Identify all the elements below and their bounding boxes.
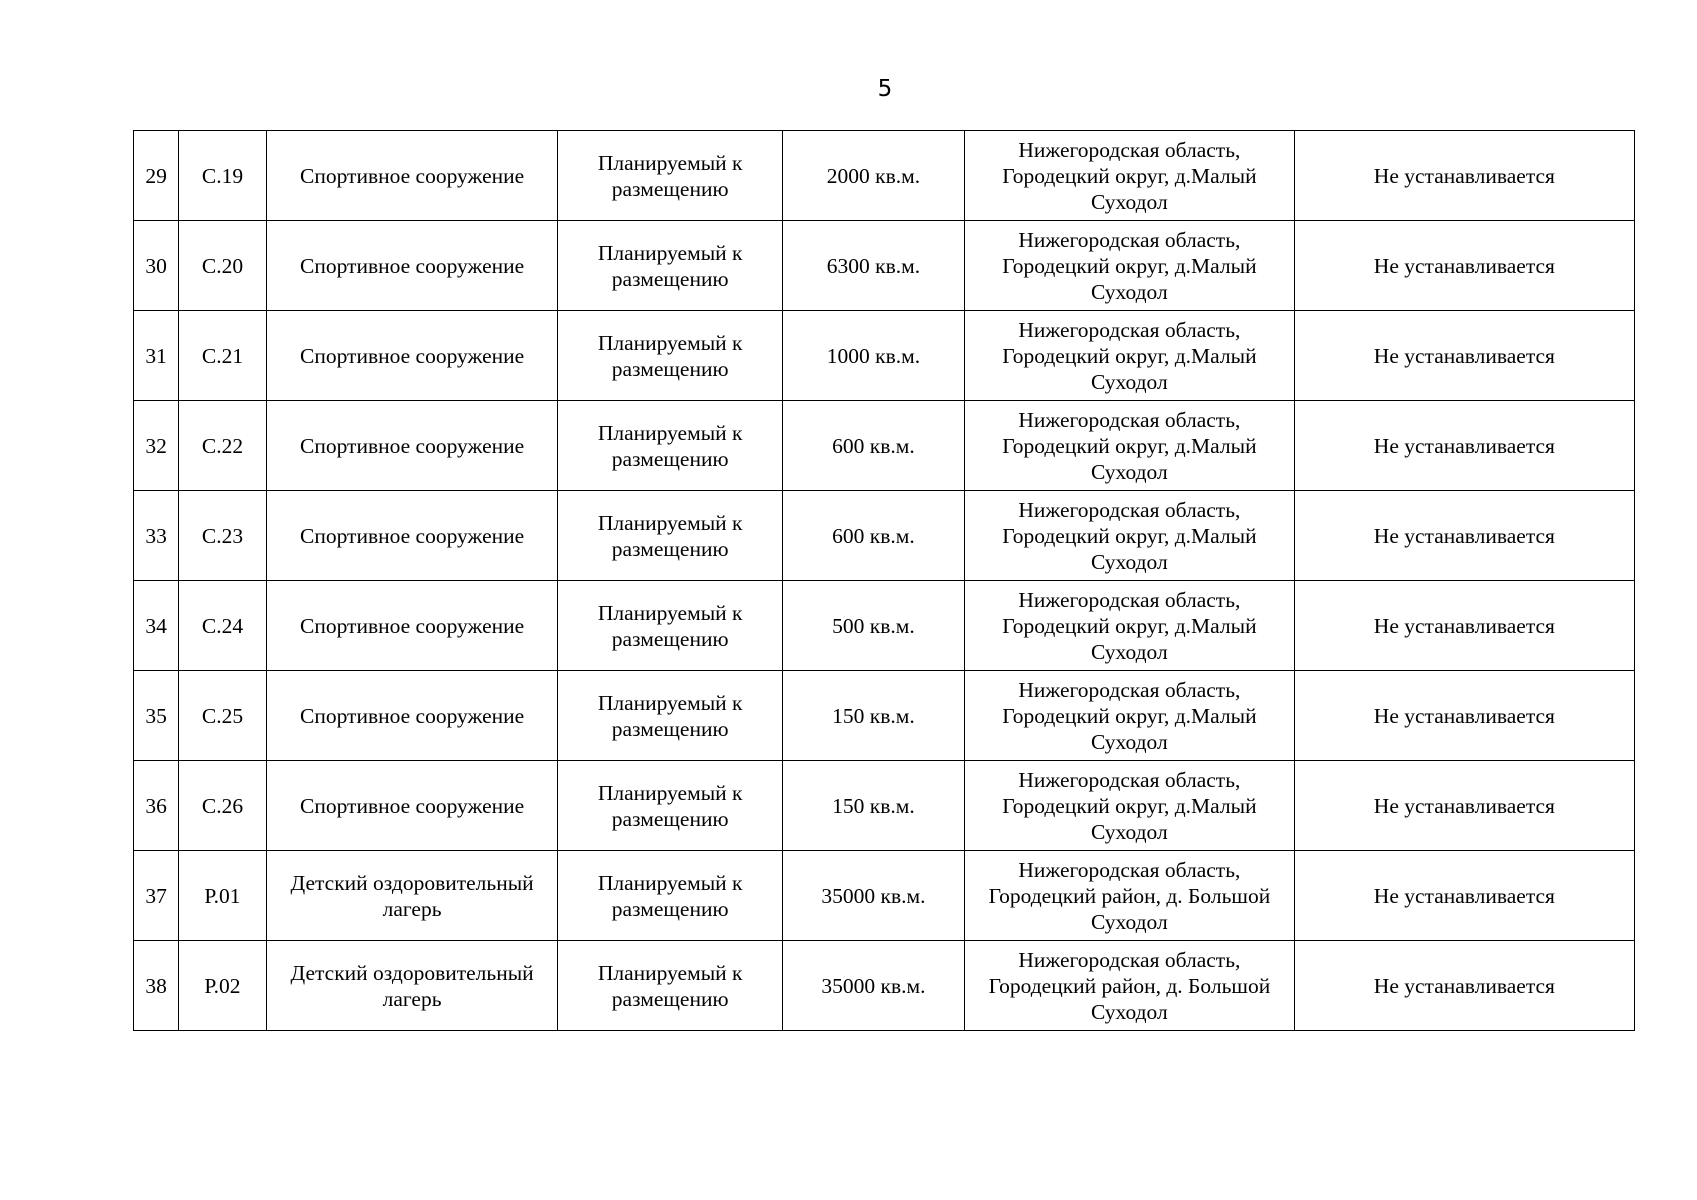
object-area-cell: 500 кв.м. <box>782 581 964 671</box>
object-code-cell: С.20 <box>179 221 266 311</box>
object-area-cell: 600 кв.м. <box>782 401 964 491</box>
row-number-cell: 32 <box>134 401 179 491</box>
object-code-cell: С.19 <box>179 131 266 221</box>
object-location-cell: Нижегородская область, Городецкий округ, д.Малый Суходол <box>965 581 1295 671</box>
object-location-cell: Нижегородская область, Городецкий округ, д.Малый Суходол <box>965 671 1295 761</box>
object-status-cell: Планируемый к размещению <box>558 581 782 671</box>
object-location-cell: Нижегородская область, Городецкий округ, д.Малый Суходол <box>965 491 1295 581</box>
object-name-cell: Спортивное сооружение <box>266 761 558 851</box>
row-number-cell: 33 <box>134 491 179 581</box>
row-number-cell: 38 <box>134 941 179 1031</box>
object-zone-cell: Не устанавливается <box>1294 761 1634 851</box>
page-number: 5 <box>877 76 893 102</box>
table-row <box>134 581 1635 671</box>
table-row <box>134 851 1635 941</box>
object-area-cell: 35000 кв.м. <box>782 851 964 941</box>
object-status-cell: Планируемый к размещению <box>558 851 782 941</box>
object-name-cell: Спортивное сооружение <box>266 671 558 761</box>
objects-table <box>133 130 1635 1031</box>
object-area-cell: 1000 кв.м. <box>782 311 964 401</box>
object-location-cell: Нижегородская область, Городецкий район, д. Большой Суходол <box>965 851 1295 941</box>
table-row <box>134 401 1635 491</box>
object-area-cell: 2000 кв.м. <box>782 131 964 221</box>
object-name-cell: Спортивное сооружение <box>266 581 558 671</box>
object-code-cell: С.23 <box>179 491 266 581</box>
object-zone-cell: Не устанавливается <box>1294 851 1634 941</box>
object-zone-cell: Не устанавливается <box>1294 491 1634 581</box>
row-number-cell: 29 <box>134 131 179 221</box>
object-status-cell: Планируемый к размещению <box>558 311 782 401</box>
row-number-cell: 35 <box>134 671 179 761</box>
object-zone-cell: Не устанавливается <box>1294 671 1634 761</box>
row-number-cell: 36 <box>134 761 179 851</box>
object-area-cell: 6300 кв.м. <box>782 221 964 311</box>
table-row <box>134 761 1635 851</box>
object-code-cell: Р.01 <box>179 851 266 941</box>
row-number-cell: 34 <box>134 581 179 671</box>
object-location-cell: Нижегородская область, Городецкий округ, д.Малый Суходол <box>965 761 1295 851</box>
object-code-cell: Р.02 <box>179 941 266 1031</box>
object-code-cell: С.24 <box>179 581 266 671</box>
object-location-cell: Нижегородская область, Городецкий округ, д.Малый Суходол <box>965 311 1295 401</box>
object-name-cell: Спортивное сооружение <box>266 491 558 581</box>
object-name-cell: Спортивное сооружение <box>266 401 558 491</box>
object-name-cell: Детский оздоровительный лагерь <box>266 851 558 941</box>
object-name-cell: Спортивное сооружение <box>266 311 558 401</box>
object-code-cell: С.22 <box>179 401 266 491</box>
object-zone-cell: Не устанавливается <box>1294 221 1634 311</box>
object-location-cell: Нижегородская область, Городецкий округ, д.Малый Суходол <box>965 221 1295 311</box>
object-status-cell: Планируемый к размещению <box>558 761 782 851</box>
object-area-cell: 150 кв.м. <box>782 671 964 761</box>
table-row <box>134 941 1635 1031</box>
table-row <box>134 671 1635 761</box>
object-code-cell: С.21 <box>179 311 266 401</box>
object-location-cell: Нижегородская область, Городецкий округ, д.Малый Суходол <box>965 401 1295 491</box>
object-name-cell: Детский оздоровительный лагерь <box>266 941 558 1031</box>
object-zone-cell: Не устанавливается <box>1294 581 1634 671</box>
object-area-cell: 35000 кв.м. <box>782 941 964 1031</box>
row-number-cell: 31 <box>134 311 179 401</box>
object-zone-cell: Не устанавливается <box>1294 401 1634 491</box>
object-name-cell: Спортивное сооружение <box>266 131 558 221</box>
object-status-cell: Планируемый к размещению <box>558 131 782 221</box>
row-number-cell: 37 <box>134 851 179 941</box>
object-zone-cell: Не устанавливается <box>1294 131 1634 221</box>
object-area-cell: 150 кв.м. <box>782 761 964 851</box>
object-zone-cell: Не устанавливается <box>1294 311 1634 401</box>
object-location-cell: Нижегородская область, Городецкий район, д. Большой Суходол <box>965 941 1295 1031</box>
object-status-cell: Планируемый к размещению <box>558 401 782 491</box>
table-row <box>134 221 1635 311</box>
table-row <box>134 491 1635 581</box>
object-status-cell: Планируемый к размещению <box>558 671 782 761</box>
table-row <box>134 311 1635 401</box>
object-area-cell: 600 кв.м. <box>782 491 964 581</box>
object-name-cell: Спортивное сооружение <box>266 221 558 311</box>
object-status-cell: Планируемый к размещению <box>558 941 782 1031</box>
object-status-cell: Планируемый к размещению <box>558 491 782 581</box>
object-zone-cell: Не устанавливается <box>1294 941 1634 1031</box>
object-code-cell: С.26 <box>179 761 266 851</box>
object-location-cell: Нижегородская область, Городецкий округ, д.Малый Суходол <box>965 131 1295 221</box>
object-code-cell: С.25 <box>179 671 266 761</box>
object-status-cell: Планируемый к размещению <box>558 221 782 311</box>
table-row <box>134 131 1635 221</box>
row-number-cell: 30 <box>134 221 179 311</box>
